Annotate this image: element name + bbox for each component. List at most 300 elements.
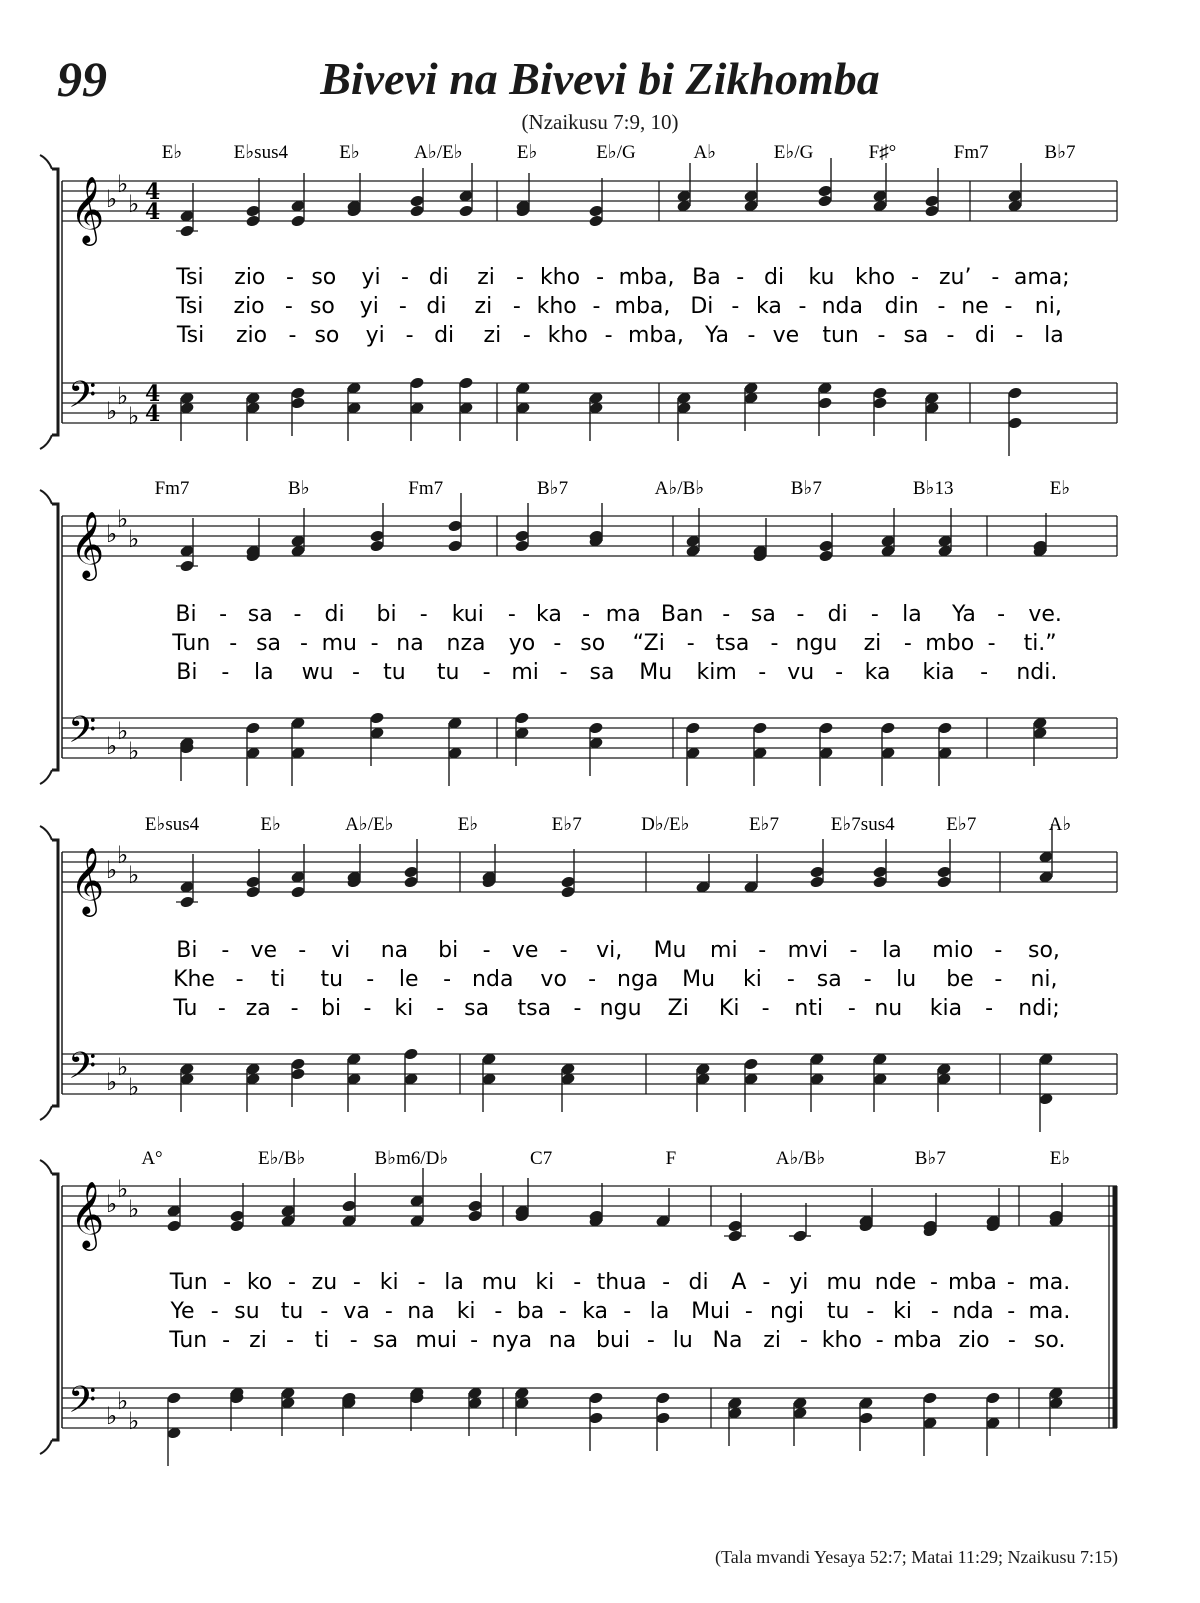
lyric-hyphen: - [288, 1270, 296, 1295]
lyric-syllable: kho [536, 294, 577, 319]
lyric-hyphen: - [870, 602, 879, 627]
chord-symbol: Fm7 [953, 142, 989, 163]
lyric-hyphen: - [731, 294, 740, 319]
lyric-syllable: le [398, 967, 419, 992]
lyric-syllable: nya [491, 1328, 533, 1353]
lyric-hyphen: - [604, 323, 613, 348]
lyric-syllable: sa [247, 602, 273, 627]
lyric-hyphen: - [762, 1270, 771, 1295]
lyric-hyphen: - [930, 1299, 939, 1324]
lyric-syllable: mba [893, 1328, 943, 1353]
lyric-hyphen: - [229, 631, 238, 656]
lyric-syllable: ka [536, 602, 562, 627]
lyric-hyphen: - [758, 660, 767, 685]
lyric-hyphen: - [299, 631, 308, 656]
lyric-syllable: A [731, 1270, 747, 1295]
music-system [40, 478, 1117, 786]
lyric-syllable: ma. [1028, 1299, 1071, 1324]
system-bracket [52, 504, 58, 770]
lyric-syllable: yi [361, 265, 381, 290]
lyric-hyphen: - [875, 1328, 884, 1353]
lyric-syllable: yi [359, 294, 379, 319]
lyric-syllable: za [245, 996, 271, 1021]
lyric-hyphen: - [835, 660, 844, 685]
lyric-hyphen: - [592, 294, 601, 319]
lyric-hyphen: - [522, 323, 531, 348]
lyric-hyphen: - [370, 631, 379, 656]
chord-symbol: A° [141, 1148, 163, 1169]
chord-symbol: E♭/B♭ [257, 1148, 306, 1169]
lyric-hyphen: - [507, 602, 516, 627]
bracket-hook-bottom [40, 1106, 52, 1120]
lyric-hyphen: - [217, 996, 226, 1021]
key-signature-flat-icon: ♭ [117, 1175, 129, 1203]
lyric-syllable: mio [932, 938, 974, 963]
lyric-syllable: zu’ [939, 265, 972, 290]
lyric-hyphen: - [573, 996, 582, 1021]
lyric-hyphen: - [994, 938, 1003, 963]
lyric-syllable: nza [446, 631, 486, 656]
lyric-syllable: ngu [599, 996, 642, 1021]
lyric-hyphen: - [877, 323, 886, 348]
lyric-hyphen: - [903, 631, 912, 656]
lyric-hyphen: - [284, 294, 293, 319]
hymn-subtitle: (Nzaikusu 7:9, 10) [521, 110, 679, 134]
chord-symbol: Fm7 [154, 478, 190, 499]
lyric-syllable: so [314, 323, 340, 348]
lyric-hyphen: - [1004, 294, 1013, 319]
chord-symbol: B♭m6/D♭ [374, 1148, 449, 1169]
music-system [40, 142, 1117, 456]
lyric-hyphen: - [847, 996, 856, 1021]
chord-symbol: B♭7 [1044, 142, 1076, 163]
lyric-syllable: mbo [925, 631, 975, 656]
lyric-hyphen: - [558, 1299, 567, 1324]
lyric-syllable: so, [1028, 938, 1060, 963]
key-signature-flat-icon: ♭ [128, 525, 140, 553]
lyric-verse-1 [175, 602, 1062, 627]
lyric-syllable: ma. [1028, 1270, 1071, 1295]
lyric-syllable: ko [246, 1270, 273, 1295]
lyric-syllable: Tsi [176, 294, 204, 319]
chord-symbol: E♭sus4 [233, 142, 288, 163]
key-signature-flat-icon: ♭ [117, 1053, 129, 1081]
lyric-hyphen: - [646, 1328, 655, 1353]
lyric-hyphen: - [980, 660, 989, 685]
lyric-syllable: “Zi [632, 631, 665, 656]
lyric-hyphen: - [662, 1270, 671, 1295]
lyric-hyphen: - [443, 967, 452, 992]
chord-symbol: E♭7 [551, 814, 582, 835]
lyric-hyphen: - [405, 323, 414, 348]
lyric-hyphen: - [352, 660, 360, 685]
lyric-syllable: Di [690, 294, 714, 319]
lyric-syllable: kia [929, 996, 963, 1021]
lyric-hyphen: - [1015, 323, 1024, 348]
lyric-hyphen: - [400, 265, 409, 290]
lyric-syllable: Ya [705, 323, 729, 348]
key-signature-flat-icon: ♭ [117, 505, 129, 533]
lyric-syllable: zu [311, 1270, 338, 1295]
lyric-verse-1 [169, 1270, 1071, 1295]
lyric-syllable: mba [947, 1270, 997, 1295]
lyric-syllable: la [444, 1270, 464, 1295]
lyric-hyphen: - [863, 967, 872, 992]
lyric-syllable: bi [438, 938, 459, 963]
chord-symbol: E♭7 [946, 814, 977, 835]
lyric-syllable: Ki [718, 996, 740, 1021]
lyric-syllable: ve [511, 938, 539, 963]
lyric-syllable: Mu [639, 660, 673, 685]
lyric-syllable: la [649, 1299, 670, 1324]
lyric-syllable: di [428, 265, 449, 290]
lyric-hyphen: - [470, 1328, 479, 1353]
lyric-syllable: nda [952, 1299, 994, 1324]
lyric-hyphen: - [946, 323, 955, 348]
lyric-hyphen: - [293, 602, 302, 627]
key-signature-flat-icon: ♭ [128, 1195, 140, 1223]
key-signature-flat-icon: ♭ [128, 1407, 140, 1435]
lyric-syllable: vi [331, 938, 351, 963]
lyric-verse-3 [176, 323, 1064, 348]
chord-symbol: A♭/B♭ [775, 1148, 826, 1169]
lyric-hyphen: - [736, 265, 745, 290]
lyric-syllable: mu [321, 631, 357, 656]
lyric-syllable: sa [903, 323, 929, 348]
chord-symbol: B♭7 [790, 478, 822, 499]
lyric-syllable: di [974, 323, 995, 348]
key-signature-flat-icon: ♭ [128, 402, 140, 430]
lyric-hyphen: - [929, 1270, 938, 1295]
key-signature-flat-icon: ♭ [128, 1073, 140, 1101]
lyric-hyphen: - [994, 967, 1003, 992]
lyric-syllable: ngi [770, 1299, 805, 1324]
lyric-syllable: ki [394, 996, 414, 1021]
lyric-hyphen: - [222, 1328, 231, 1353]
lyric-syllable: zi [483, 323, 502, 348]
key-signature-flat-icon: ♭ [106, 1402, 118, 1430]
lyric-hyphen: - [1006, 1270, 1015, 1295]
lyric-syllable: zi [249, 1328, 267, 1353]
chord-symbol: A♭/E♭ [345, 814, 394, 835]
lyric-hyphen: - [796, 602, 805, 627]
lyric-syllable: mba, [614, 294, 671, 319]
chord-symbol: B♭7 [914, 1148, 946, 1169]
lyric-hyphen: - [987, 631, 996, 656]
chord-symbol: F [665, 1148, 677, 1169]
lyric-syllable: di [434, 323, 455, 348]
lyric-syllable: so [309, 294, 335, 319]
chord-symbol: B♭13 [912, 478, 954, 499]
lyric-syllable: la [1044, 323, 1064, 348]
lyric-syllable: mba, [618, 265, 675, 290]
lyric-syllable: kho [854, 265, 896, 290]
lyric-hyphen: - [997, 602, 1006, 627]
lyric-syllable: ni, [1030, 967, 1058, 992]
lyric-hyphen: - [582, 602, 591, 627]
lyric-syllable: so. [1033, 1328, 1066, 1353]
lyric-syllable: bi [320, 996, 342, 1021]
lyric-syllable: kho [539, 265, 581, 290]
lyric-syllable: ka [582, 1299, 608, 1324]
lyric-syllable: ndi; [1018, 996, 1060, 1021]
lyric-syllable: ve [250, 938, 278, 963]
system-bracket [52, 1174, 58, 1440]
lyric-hyphen: - [417, 1270, 426, 1295]
key-signature-flat-icon: ♭ [106, 520, 118, 548]
treble-staff [62, 1186, 1117, 1226]
key-signature-flat-icon: ♭ [106, 1190, 118, 1218]
lyric-hyphen: - [553, 631, 562, 656]
chord-symbol: E♭7 [748, 814, 780, 835]
lyric-hyphen: - [320, 1299, 329, 1324]
lyric-syllable: Tun [169, 1328, 208, 1353]
lyric-hyphen: - [219, 602, 228, 627]
lyric-syllable: Ban [660, 602, 704, 627]
lyric-syllable: so [311, 265, 337, 290]
lyric-syllable: mu [826, 1270, 862, 1295]
lyric-syllable: ti.” [1023, 631, 1057, 656]
treble-clef-icon: 𝄞 [70, 175, 105, 243]
lyric-syllable: lu [896, 967, 917, 992]
chord-symbol: B♭7 [537, 478, 569, 499]
lyric-syllable: yi [789, 1270, 809, 1295]
lyric-syllable: yi [365, 323, 385, 348]
chord-symbol: E♭ [1049, 478, 1071, 499]
lyric-syllable: nde [874, 1270, 917, 1295]
lyric-syllable: Tun [172, 631, 211, 656]
bass-clef-icon: 𝄢 [68, 1379, 97, 1430]
chord-symbol: A♭/E♭ [414, 142, 463, 163]
lyric-syllable: ba [516, 1299, 545, 1324]
lyric-hyphen: - [911, 265, 920, 290]
lyric-syllable: yo [508, 631, 536, 656]
lyric-syllable: be [946, 967, 974, 992]
lyric-syllable: di [426, 294, 447, 319]
lyric-verse-2 [173, 967, 1057, 992]
lyric-syllable: la [882, 938, 902, 963]
lyric-syllable: ki [456, 1299, 476, 1324]
chord-symbol: A♭ [693, 142, 717, 163]
lyric-syllable: sa [750, 602, 776, 627]
lyric-syllable: mi [511, 660, 539, 685]
lyric-syllable: Mui [691, 1299, 731, 1324]
lyric-verse-1 [175, 265, 1069, 290]
lyric-syllable: na [407, 1299, 435, 1324]
lyric-hyphen: - [366, 967, 375, 992]
chord-symbol: E♭7sus4 [830, 814, 895, 835]
lyric-hyphen: - [482, 660, 491, 685]
lyric-hyphen: - [352, 1270, 361, 1295]
lyric-hyphen: - [849, 938, 858, 963]
lyric-syllable: Tu [173, 996, 198, 1021]
lyric-syllable: wu [301, 660, 334, 685]
lyric-syllable: lu [672, 1328, 693, 1353]
key-signature-flat-icon: ♭ [106, 1068, 118, 1096]
lyric-syllable: kho [547, 323, 588, 348]
lyric-hyphen: - [623, 1299, 632, 1324]
time-signature: 4 [145, 179, 161, 205]
lyric-hyphen: - [221, 660, 230, 685]
lyric-syllable: sa [256, 631, 282, 656]
lyric-hyphen: - [512, 294, 521, 319]
lyric-syllable: Mu [682, 967, 716, 992]
lyric-syllable: ndi. [1016, 660, 1058, 685]
lyric-syllable: nda [821, 294, 863, 319]
chord-symbol: E♭ [161, 142, 183, 163]
lyric-syllable: sa [373, 1328, 399, 1353]
lyric-syllable: Ye [170, 1299, 195, 1324]
lyric-hyphen: - [798, 294, 807, 319]
bracket-hook-top [40, 1160, 52, 1174]
lyric-syllable: kui [451, 602, 484, 627]
lyric-syllable: tsa [517, 996, 552, 1021]
bass-clef-icon: 𝄢 [68, 709, 97, 760]
treble-clef-icon: 𝄞 [70, 510, 105, 578]
lyric-syllable: zi [763, 1328, 781, 1353]
lyric-syllable: va [343, 1299, 370, 1324]
lyric-syllable: Bi [175, 602, 197, 627]
system-bracket [52, 840, 58, 1106]
lyric-syllable: Tsi [176, 265, 204, 290]
key-signature-flat-icon: ♭ [117, 717, 129, 745]
bracket-hook-bottom [40, 1440, 52, 1454]
lyric-syllable: ve [772, 323, 800, 348]
lyric-syllable: Ba [692, 265, 721, 290]
bracket-hook-bottom [40, 435, 52, 449]
lyric-hyphen: - [482, 938, 491, 963]
lyric-syllable: la [902, 602, 922, 627]
lyric-hyphen: - [285, 265, 294, 290]
lyric-syllable: ki [379, 1270, 399, 1295]
chord-symbol: F♯° [868, 142, 897, 163]
bass-clef-icon: 𝄢 [68, 1045, 97, 1096]
lyric-syllable: ti [270, 967, 286, 992]
lyric-syllable: bi [376, 602, 397, 627]
lyric-hyphen: - [419, 602, 428, 627]
lyric-syllable: zio [958, 1328, 990, 1353]
lyric-syllable: zio [233, 294, 265, 319]
lyric-hyphen: - [363, 996, 372, 1021]
lyric-syllable: di [827, 602, 848, 627]
lyric-syllable: nda [472, 967, 514, 992]
lyric-syllable: tun [822, 323, 859, 348]
lyric-verse-1 [176, 938, 1060, 963]
lyric-syllable: su [234, 1299, 260, 1324]
chord-symbol: E♭ [1049, 1148, 1071, 1169]
lyric-syllable: tu [436, 660, 460, 685]
time-signature: 4 [145, 381, 161, 407]
music-system [40, 814, 1117, 1132]
lyric-verse-2 [171, 631, 1056, 656]
lyric-hyphen: - [559, 660, 568, 685]
lyric-syllable: zi [474, 294, 493, 319]
chord-symbol: E♭ [457, 814, 479, 835]
hymn-number: 99 [57, 51, 107, 107]
lyric-syllable: Khe [173, 967, 215, 992]
lyric-hyphen: - [285, 1328, 294, 1353]
lyric-hyphen: - [1007, 1328, 1016, 1353]
lyric-hyphen: - [398, 294, 407, 319]
bracket-hook-top [40, 826, 52, 840]
hymn-title: Bivevi na Bivevi bi Zikhomba [320, 53, 880, 104]
key-signature-flat-icon: ♭ [106, 732, 118, 760]
key-signature-flat-icon: ♭ [117, 841, 129, 869]
chord-symbol: Fm7 [408, 478, 444, 499]
lyric-hyphen: - [747, 323, 756, 348]
lyric-syllable: na [396, 631, 424, 656]
lyric-syllable: ti [314, 1328, 330, 1353]
lyric-syllable: Ya [951, 602, 976, 627]
music-system [40, 1148, 1117, 1466]
key-signature-flat-icon: ♭ [117, 170, 129, 198]
key-signature-flat-icon: ♭ [128, 861, 140, 889]
key-signature-flat-icon: ♭ [106, 185, 118, 213]
lyric-hyphen: - [758, 938, 767, 963]
treble-staff [62, 516, 1117, 556]
lyric-syllable: Tun [169, 1270, 208, 1295]
lyric-syllable: kim [696, 660, 737, 685]
lyric-hyphen: - [515, 265, 524, 290]
bracket-hook-bottom [40, 770, 52, 784]
lyric-hyphen: - [223, 1270, 232, 1295]
lyric-syllable: thua [596, 1270, 647, 1295]
lyric-hyphen: - [686, 631, 695, 656]
lyric-syllable: ni, [1034, 294, 1062, 319]
lyric-hyphen: - [588, 967, 597, 992]
lyric-syllable: sa [589, 660, 615, 685]
lyric-syllable: so [580, 631, 606, 656]
lyric-hyphen: - [290, 996, 299, 1021]
lyric-syllable: ve. [1028, 602, 1062, 627]
lyric-syllable: mu [481, 1270, 518, 1295]
lyric-syllable: kho [821, 1328, 862, 1353]
lyric-syllable: ama; [1013, 265, 1070, 290]
lyric-syllable: ka [864, 660, 891, 685]
lyric-syllable: bui [596, 1328, 631, 1353]
lyric-syllable: di [688, 1270, 709, 1295]
lyric-verse-2 [175, 294, 1062, 319]
chord-symbol: E♭ [516, 142, 538, 163]
lyric-syllable: tu [383, 660, 406, 685]
chord-symbol: D♭/E♭ [641, 814, 690, 835]
lyric-hyphen: - [559, 938, 568, 963]
lyric-hyphen: - [1007, 1299, 1016, 1324]
lyric-hyphen: - [866, 1299, 875, 1324]
lyric-hyphen: - [288, 323, 297, 348]
lyric-verse-2 [170, 1299, 1071, 1324]
chord-symbol: C7 [530, 1148, 553, 1169]
treble-staff [62, 181, 1117, 221]
lyric-syllable: mvi [787, 938, 829, 963]
lyric-syllable: ma [605, 602, 641, 627]
lyric-syllable: la [253, 660, 274, 685]
lyric-hyphen: - [722, 602, 731, 627]
lyric-hyphen: - [596, 265, 605, 290]
lyric-hyphen: - [210, 1299, 219, 1324]
lyric-syllable: zio [236, 323, 268, 348]
chord-symbol: E♭/G [596, 142, 636, 163]
lyric-syllable: sa [464, 996, 490, 1021]
lyric-syllable: ne [961, 294, 989, 319]
lyric-hyphen: - [786, 967, 795, 992]
lyric-hyphen: - [494, 1299, 503, 1324]
lyric-syllable: tu [280, 1299, 304, 1324]
lyric-hyphen: - [761, 996, 770, 1021]
lyric-syllable: nu [874, 996, 903, 1021]
treble-clef-icon: 𝄞 [70, 1180, 105, 1248]
lyric-syllable: Mu [653, 938, 687, 963]
